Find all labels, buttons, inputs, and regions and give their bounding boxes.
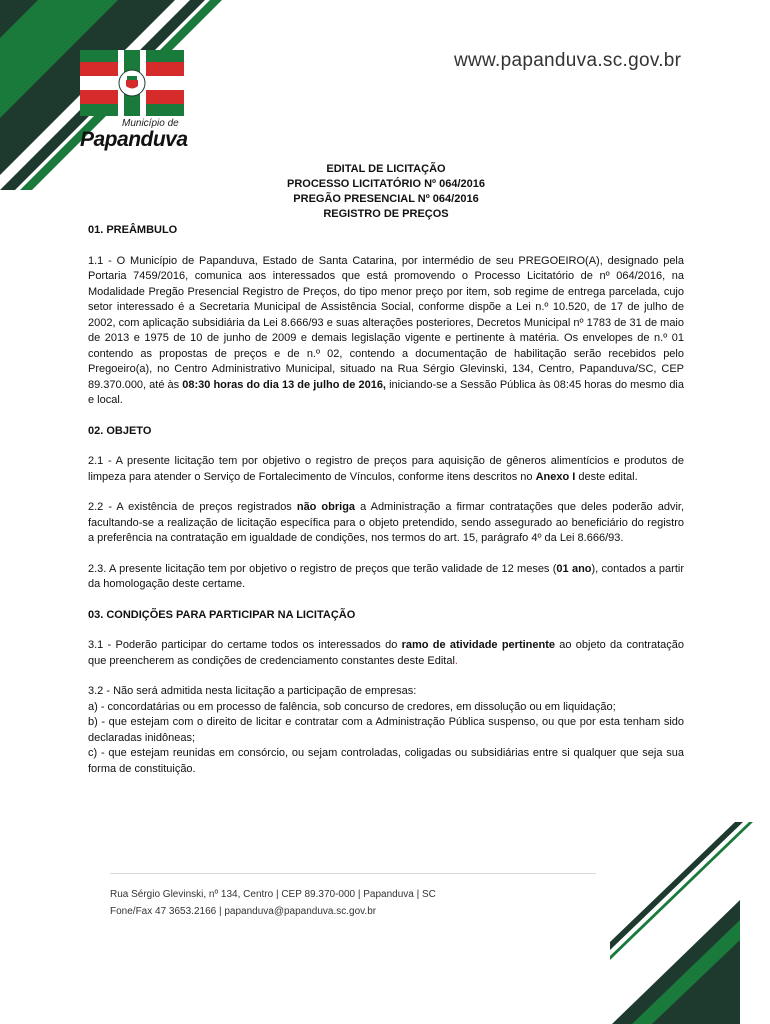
section-heading-condicoes: 03. CONDIÇÕES PARA PARTICIPAR NA LICITAÇÃO [88, 608, 356, 621]
website-url[interactable]: www.papanduva.sc.gov.br [454, 50, 682, 71]
title-line-2: PROCESSO LICITATÓRIO Nº 064/2016 [287, 178, 485, 190]
item-3-2-b: b) - que estejam com o direito de licitar e contratar com a Administração Pública suspenso, ou que por esta tenham sido declaradas inidôneas; [88, 716, 684, 744]
item-3-2-a: a) - concordatárias ou em processo de falência, sob concurso de credores, em dissolução ou em liquidação; [88, 700, 616, 713]
paragraph-2-3: 2.3. A presente licitação tem por objetivo o registro de preços que terão validade de 12 meses (01 ano), contados a partir da homologação deste certame. [88, 562, 684, 590]
paragraph-2-1: 2.1 - A presente licitação tem por objetivo o registro de preços para aquisição de gêneros alimentícios e produtos de limpeza para atender o Serviço de Fortalecimento de Vínculos, conforme itens descritos no Anexo I deste edital. [88, 455, 684, 483]
footer-corner-decoration [610, 822, 770, 1024]
section-heading-objeto: 02. OBJETO [88, 424, 152, 437]
paragraph-3-2: 3.2 - Não será admitida nesta licitação a participação de empresas: [88, 685, 417, 697]
municipal-flag-icon [80, 50, 184, 116]
footer-line-1: Rua Sérgio Glevinski, nº 134, Centro | CEP 89.370-000 | Papanduva | SC [110, 889, 436, 900]
footer-divider [110, 873, 596, 874]
footer-line-2: Fone/Fax 47 3653.2166 | papanduva@papanduva.sc.gov.br [110, 906, 377, 917]
title-line-3: PREGÃO PRESENCIAL Nº 064/2016 [293, 193, 479, 205]
section-heading-preambulo: 01. PREÂMBULO [88, 224, 178, 236]
paragraph-1-1: 1.1 - O Município de Papanduva, Estado de Santa Catarina, por intermédio de seu PREGOEIRO(A), designado pela Portaria 7459/2016, comunica aos interessados que está promovendo o Processo Licitatório de nº 064/2016, na Modalidade Pregão Presencial Registro de Preços, do tipo menor preço por item, sob regime de entrega parcelada, cujo setor interessado é a Secretaria Municipal de Assistência Social, conforme dispõe a Lei n.º 10.520, de 17 de julho de 2002, com aplicação subsidiária da Lei 8.666/93 e suas alterações posteriores, Decretos Municipal nº 1783 de 31 de maio de 2013 e 1975 de 10 de junho de 2009 e demais legislação vigente e pertinente à matéria. Os envelopes de n.º 01 contendo as propostas de preços e de n.º 02, contendo a documentação de habilitação serão recebidos pelo Pregoeiro(a), no Centro Administrativo Municipal, situado na Rua Sérgio Glevinski, 134, Centro, Papanduva/SC, CEP 89.370.000, até às 08:30 horas do dia 13 de julho de 2016, iniciando-se a Sessão Pública às 08:45 horas do mesmo dia e local. [88, 254, 684, 406]
logo-municipio-de: Município de [122, 118, 179, 129]
title-line-4: REGISTRO DE PREÇOS [323, 208, 449, 220]
item-3-2-c: c) - que estejam reunidas em consórcio, ou sejam controladas, coligadas ou subsidiárias entre si qualquer que seja sua forma de constituição. [88, 747, 684, 775]
logo-papanduva: Papanduva [80, 128, 188, 151]
title-line-1: EDITAL DE LICITAÇÃO [326, 163, 446, 175]
paragraph-3-1: 3.1 - Poderão participar do certame todos os interessados do ramo de atividade pertinente ao objeto da contratação que preencherem as condições de credenciamento constantes deste Edital. [88, 639, 685, 667]
footer-address [110, 886, 436, 920]
document-title [88, 162, 684, 222]
paragraph-2-2: 2.2 - A existência de preços registrados não obriga a Administração a firmar contratações que deles poderão advir, facultando-se a realização de licitação específica para o objeto pretendido, sendo assegurado ao beneficiário do registro a preferência na contratação em igualdade de condições, nos termos do art. 15, parágrafo 4º da Lei 8.666/93. [88, 501, 684, 544]
document-body [88, 223, 684, 777]
